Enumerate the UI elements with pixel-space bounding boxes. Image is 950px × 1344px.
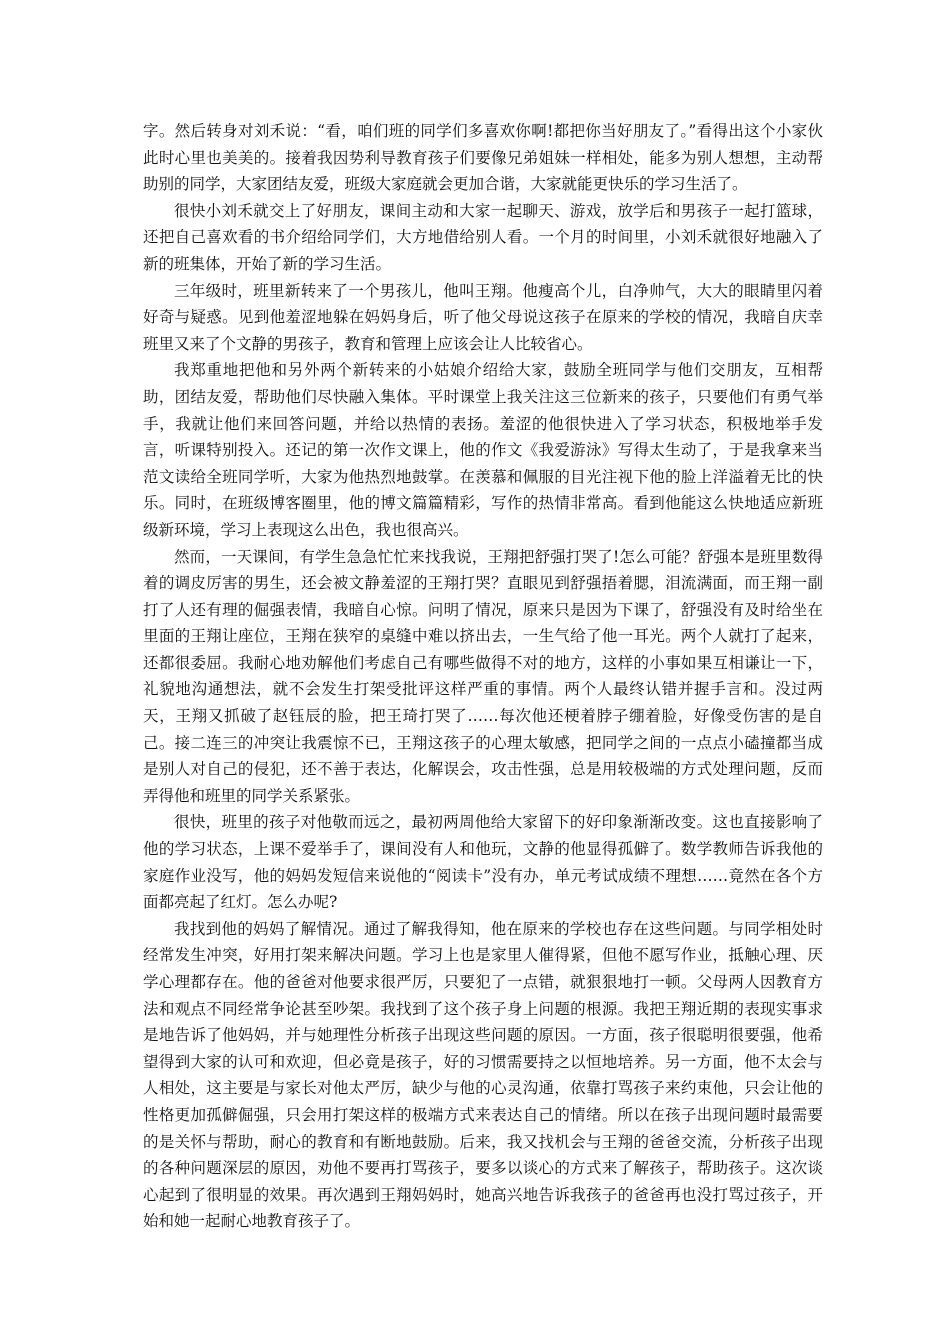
paragraph: 很快小刘禾就交上了好朋友，课间主动和大家一起聊天、游戏，放学后和男孩子一起打篮球，还把自己喜欢看的书介绍给同学们，大方地借给别人看。一个月的时间里，小刘禾就很好地融入了新的班集体，开始了新的学习生活。: [143, 201, 823, 273]
paragraph: 很快，班里的孩子对他敬而远之，最初两周他给大家留下的好印象渐渐改变。这也直接影响了他的学习状态，上课不爱举手了，课间没有人和他玩，文静的他显得孤僻了。数学教师告诉我他的家庭作业没写，他的妈妈发短信来说他的“阅读卡”没有办，单元考试成绩不理想……竟然在各个方面都亮起了红灯。怎么办呢?: [143, 813, 823, 912]
paragraph: 然而，一天课间，有学生急急忙忙来找我说，王翔把舒强打哭了!怎么可能？舒强本是班里数得着的调皮厉害的男生，还会被文静羞涩的王翔打哭？直眼见到舒强捂着腮，泪流满面，而王翔一副打了人还有理的倔强表情，我暗自心惊。问明了情况，原来只是因为下课了，舒强没有及时给坐在里面的王翔让座位，王翔在狭窄的桌缝中难以挤出去，一生气给了他一耳光。两个人就打了起来，还都很委屈。我耐心地劝解他们考虑自己有哪些做得不对的地方，这样的小事如果互相谦让一下，礼貌地沟通想法，就不会发生打架受批评这样严重的事情。两个人最终认错并握手言和。没过两天，王翔又抓破了赵钰辰的脸，把王琦打哭了……每次他还梗着脖子绷着脸，好像受伤害的是自己。接二连三的冲突让我震惊不已，王翔这孩子的心理太敏感，把同学之间的一点点小磕撞都当成是别人对自己的侵犯，还不善于表达，化解误会，攻击性强，总是用较极端的方式处理问题，反而弄得他和班里的同学关系紧张。: [143, 547, 823, 805]
paragraph: 我找到他的妈妈了解情况。通过了解我得知，他在原来的学校也存在这些问题。与同学相处时经常发生冲突，好用打架来解决问题。学习上也是家里人催得紧，但他不愿写作业，抵触心理、厌学心理都存在。他的爸爸对他要求很严厉，只要犯了一点错，就狠狠地打一顿。父母两人因教育方法和观点不同经常争论甚至吵架。我找到了这个孩子身上问题的根源。我把王翔近期的表现实事求是地告诉了他妈妈，并与她理性分析孩子出现这些问题的原因。一方面，孩子很聪明很要强，他希望得到大家的认可和欢迎，但必竟是孩子，好的习惯需要持之以恒地培养。另一方面，他不太会与人相处，这主要是与家长对他太严厉，缺少与他的心灵沟通，依靠打骂孩子来约束他，只会让他的性格更加孤僻倔强，只会用打架这样的极端方式来表达自己的情绪。所以在孩子出现问题时最需要的是关怀与帮助，耐心的教育和有断地鼓励。后来，我又找机会与王翔的爸爸交流，分析孩子出现的各种问题深层的原因，劝他不要再打骂孩子，要多以谈心的方式来了解孩子，帮助孩子。这次谈心起到了很明显的效果。再次遇到王翔妈妈时，她高兴地告诉我孩子的爸爸再也没打骂过孩子，开始和她一起耐心地教育孩子了。: [143, 919, 823, 1231]
paragraph: 我郑重地把他和另外两个新转来的小姑娘介绍给大家，鼓励全班同学与他们交朋友，互相帮助，团结友爱，帮助他们尽快融入集体。平时课堂上我关注这三位新来的孩子，只要他们有勇气举手，我就让他们来回答问题，并给以热情的表扬。羞涩的他很快进入了学习状态，积极地举手发言，听课特别投入。还记的第一次作文课上，他的作文《我爱游泳》写得太生动了，于是我拿来当范文读给全班同学听，大家为他热烈地鼓掌。在羡慕和佩服的目光注视下他的脸上洋溢着无比的快乐。同时，在班级博客圈里，他的博文篇篇精彩，写作的热情非常高。看到他能这么快地适应新班级新环境，学习上表现这么出色，我也很高兴。: [143, 361, 823, 539]
document-page: [143, 118, 823, 1235]
paragraph-continued: 字。然后转身对刘禾说：“看，咱们班的同学们多喜欢你啊!都把你当好朋友了。”看得出这个小家伙此时心里也美美的。接着我因势利导教育孩子们要像兄弟姐妹一样相处，能多为别人想想，主动帮助别的同学，大家团结友爱，班级大家庭就会更加合谐，大家就能更快乐的学习生活了。: [143, 122, 823, 194]
paragraph: 三年级时，班里新转来了一个男孩儿，他叫王翔。他瘦高个儿，白净帅气，大大的眼睛里闪着好奇与疑惑。见到他羞涩地躲在妈妈身后，听了他父母说这孩子在原来的学校的情况，我暗自庆幸班里又来了个文静的男孩子，教育和管理上应该会让人比较省心。: [143, 281, 823, 353]
